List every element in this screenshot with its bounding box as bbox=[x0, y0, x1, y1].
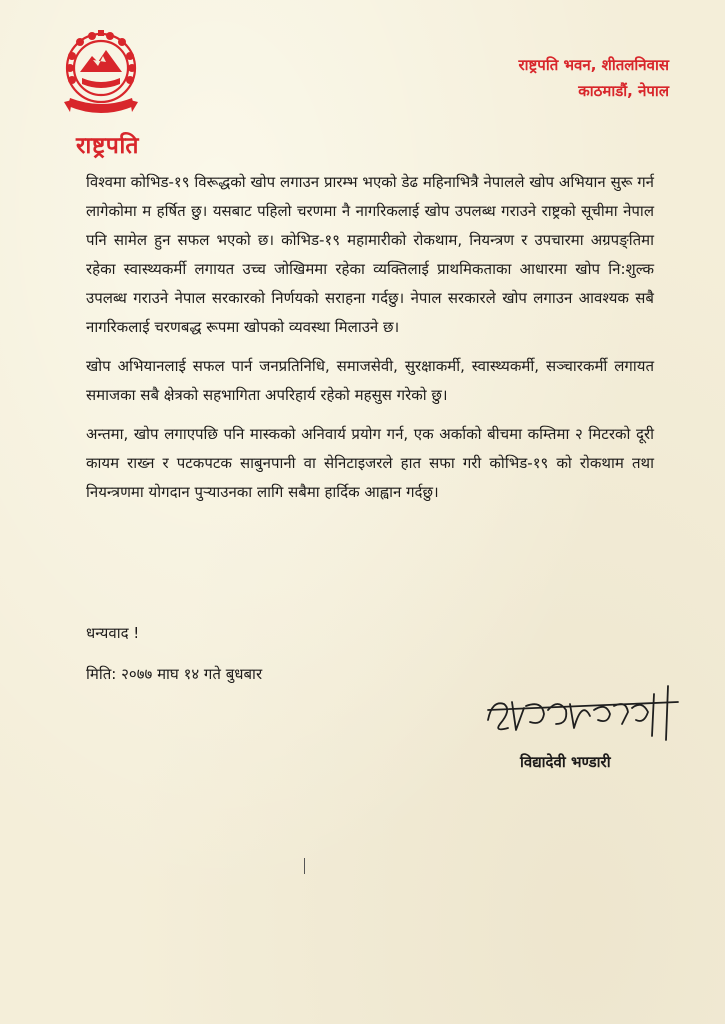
address-line-1: राष्ट्रपति भवन, शीतलनिवास bbox=[518, 56, 669, 74]
handwritten-signature bbox=[482, 680, 692, 750]
paragraph-2: खोप अभियानलाई सफल पार्न जनप्रतिनिधि, समाजसेवी, सुरक्षाकर्मी, स्वास्थ्यकर्मी, सञ्चारकर्मी लगायत समाजका सबै क्षेत्रको सहभागिता अपरिहार्य रहेको महसुस गरेको छु। bbox=[86, 357, 654, 404]
address-line-2: काठमाडौं, नेपाल bbox=[578, 82, 669, 100]
signer-name: विद्यादेवी भण्डारी bbox=[520, 753, 611, 771]
nepal-emblem-icon bbox=[62, 28, 140, 122]
date-line: मिति: २०७७ माघ १४ गते बुधबार bbox=[86, 665, 263, 683]
office-title: राष्ट्रपति bbox=[76, 133, 139, 159]
paragraph-1: विश्वमा कोभिड-१९ विरूद्धको खोप लगाउन प्रारम्भ भएको डेढ महिनाभित्रै नेपालले खोप अभियान सुरू गर्न लागेकोमा म हर्षित छु। यसबाट पहिलो चरणमा नै नागरिकलाई खोप उपलब्ध गराउने राष्ट्रको सूचीमा नेपाल पनि सामेल हुन सफल भएको छ। कोभिड-१९ महामारीको रोकथाम, नियन्त्रण र उपचारमा अग्रपङ्तिमा रहेका स्वास्थ्यकर्मी लगायत उच्च जोखिममा रहेका व्यक्तिलाई प्राथमिकताका आधारमा खोप नि:शुल्क उपलब्ध गराउने नेपाल सरकारको निर्णयको सराहना गर्दछु। नेपाल सरकारले खोप लगाउन आवश्यक सबै नागरिकलाई चरणबद्ध रूपमा खोपको व्यवस्था मिलाउने छ। bbox=[86, 173, 654, 336]
paragraph-3: अन्तमा, खोप लगाएपछि पनि मास्कको अनिवार्य प्रयोग गर्न, एक अर्काको बीचमा कम्तिमा २ मिटरको दूरी कायम राख्न र पटकपटक साबुनपानी वा सेनिटाइजरले हात सफा गरी कोभिड-१९ को रोकथाम तथा नियन्त्रणमा योगदान पुऱ्याउनका लागि सबैमा हार्दिक आह्वान गर्दछु। bbox=[86, 425, 654, 501]
thanks-line: धन्यवाद ! bbox=[86, 624, 140, 642]
paper-mark bbox=[304, 858, 305, 874]
letter-body bbox=[86, 168, 654, 517]
address-block bbox=[519, 52, 669, 104]
